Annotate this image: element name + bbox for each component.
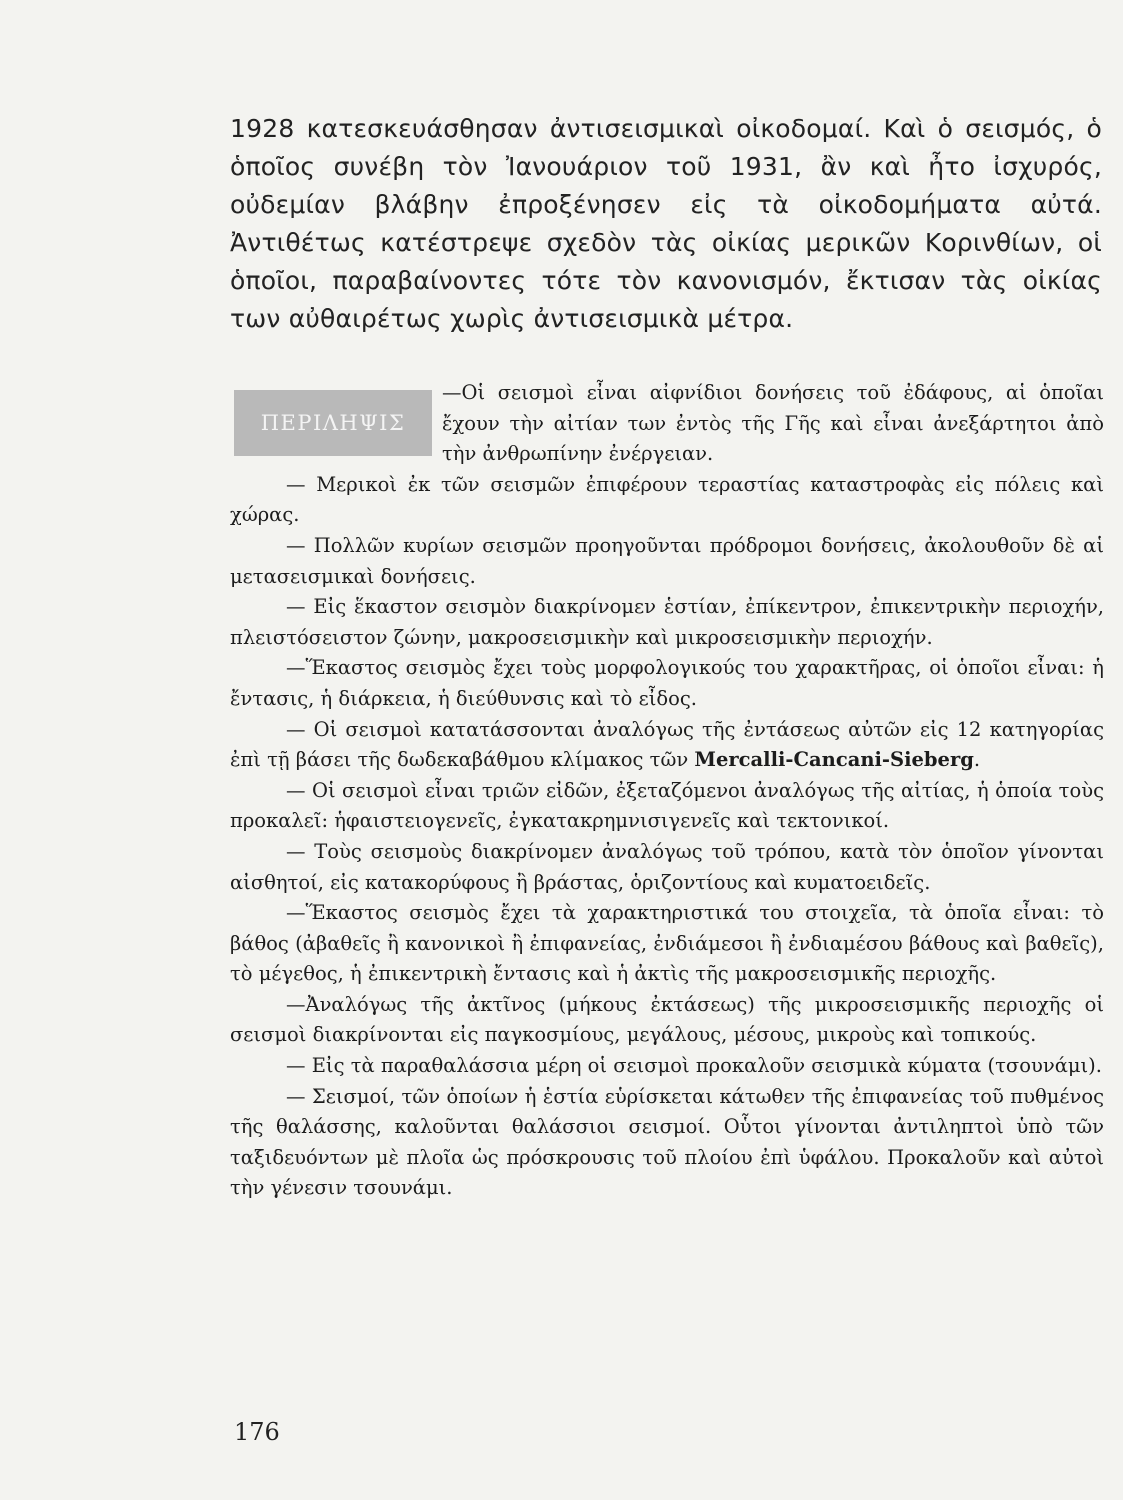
summary-item: — Τοὺς σεισμοὺς διακρίνομεν ἀναλόγως τοῦ τρόπου, κατὰ τὸν ὁποῖον γίνονται αἰσθητοί, εἰς κατακορύφους ἢ βράστας, ὁριζοντίους καὶ κυματοειδεῖς. bbox=[230, 839, 1104, 894]
page-number: 176 bbox=[234, 1418, 280, 1446]
summary-label-spacer bbox=[230, 378, 442, 462]
summary-item: — Μερικοὶ ἐκ τῶν σεισμῶν ἐπιφέρουν τεραστίας καταστροφὰς εἰς πόλεις καὶ χώρας. bbox=[230, 472, 1104, 527]
summary-item: — Πολλῶν κυρίων σεισμῶν προηγοῦνται πρόδρομοι δονήσεις, ἀκολουθοῦν δὲ αἱ μετασεισμικαὶ δονήσεις. bbox=[230, 533, 1104, 588]
summary-item: — Σεισμοί, τῶν ὁποίων ἡ ἑστία εὑρίσκεται κάτωθεν τῆς ἐπιφανείας τοῦ πυθμένος τῆς θαλάσσης, καλοῦνται θαλάσσιοι σεισμοί. Οὗτοι γίνονται ἀντιληπτοὶ ὑπὸ τῶν ταξιδευόντων μὲ πλοῖα ὡς πρόσκρουσις τοῦ πλοίου ἐπὶ ὑφάλου. Προκαλοῦν καὶ αὐτοὶ τὴν γένεσιν τσουνάμι. bbox=[230, 1084, 1104, 1200]
summary-section bbox=[230, 378, 1104, 1204]
scale-tail: . bbox=[973, 748, 981, 772]
summary-item: —Ἕκαστος σεισμὸς ἔχει τοὺς μορφολογικούς του χαρακτῆρας, οἱ ὁποῖοι εἶναι: ἡ ἔντασις, ἡ διάρκεια, ἡ διεύθυνσις καὶ τὸ εἶδος. bbox=[230, 656, 1104, 710]
summary-item: — Οἱ σεισμοὶ εἶναι τριῶν εἰδῶν, ἐξεταζόμενοι ἀναλόγως τῆς αἰτίας, ἡ ὁποία τοὺς προκαλεῖ: ἡφαιστειογενεῖς, ἐγκατακρημνισιγενεῖς καὶ τεκτονικοί. bbox=[230, 778, 1104, 833]
summary-item: —Ἀναλόγως τῆς ἀκτῖνος (μήκους ἐκτάσεως) τῆς μικροσεισμικῆς περιοχῆς οἱ σεισμοὶ διακρίνονται εἰς παγκοσμίους, μεγάλους, μέσους, μικροὺς καὶ τοπικούς. bbox=[230, 992, 1104, 1047]
summary-item-text: — Οἱ σεισμοὶ κατατάσσονται ἀναλόγως τῆς ἐντάσεως αὐτῶν εἰς 12 κατηγορίας ἐπὶ τῇ βάσει τῆς δωδεκαβάθμου κλίμακος τῶν bbox=[230, 717, 1104, 772]
summary-label: ΠΕΡΙΛΗΨΙΣ bbox=[260, 411, 406, 435]
summary-item bbox=[230, 715, 1104, 776]
summary-item: —Ἕκαστος σεισμὸς ἔχει τὰ χαρακτηριστικά του στοιχεῖα, τὰ ὁποῖα εἶναι: τὸ βάθος (ἀβαθεῖς ἢ κανονικοὶ ἢ ἐπιφανείας, ἐνδιάμεσοι ἢ ἐνδιαμέσου βάθους καὶ βαθεῖς), τὸ μέγεθος, ἡ ἐπικεντρικὴ ἔντασις καὶ ἡ ἀκτὶς τῆς μακροσεισμικῆς περιοχῆς. bbox=[230, 901, 1104, 986]
scale-name: Mercalli-Cancani-Sieberg bbox=[694, 748, 974, 772]
intro-paragraph: 1928 κατεσκευάσθησαν ἀντισεισμικαὶ οἰκοδομαί. Καὶ ὁ σεισμός, ὁ ὁποῖος συνέβη τὸν Ἰανουάριον τοῦ 1931, ἂν καὶ ἦτο ἰσχυρός, οὐδεμίαν βλάβην ἐπροξένησεν εἰς τὰ οἰκοδομήματα αὐτά. Ἀντιθέτως κατέστρεψε σχεδὸν τὰς οἰκίας μερικῶν Κορινθίων, οἱ ὁποῖοι, παραβαίνοντες τότε τὸν κανονισμόν, ἔκτισαν τὰς οἰκίας των αὐθαιρέτως χωρὶς ἀντισεισμικὰ μέτρα. bbox=[230, 114, 1102, 333]
summary-item: —Οἱ σεισμοὶ εἶναι αἰφνίδιοι δονήσεις τοῦ ἐδάφους, αἱ ὁποῖαι ἔχουν τὴν αἰτίαν των ἐντὸς τῆς Γῆς καὶ εἶναι ἀνεξάρτητοι ἀπὸ τὴν ἀνθρωπίνην ἐνέργειαν. bbox=[442, 381, 1104, 466]
summary-item: — Εἰς τὰ παραθαλάσσια μέρη οἱ σεισμοὶ προκαλοῦν σεισμικὰ κύματα (τσουνάμι). bbox=[286, 1054, 1102, 1078]
summary-item: — Εἰς ἕκαστον σεισμὸν διακρίνομεν ἑστίαν, ἐπίκεντρον, ἐπικεντρικὴν περιοχήν, πλειστόσειστον ζώνην, μακροσεισμικὴν καὶ μικροσεισμικὴν περιοχήν. bbox=[230, 595, 1104, 649]
